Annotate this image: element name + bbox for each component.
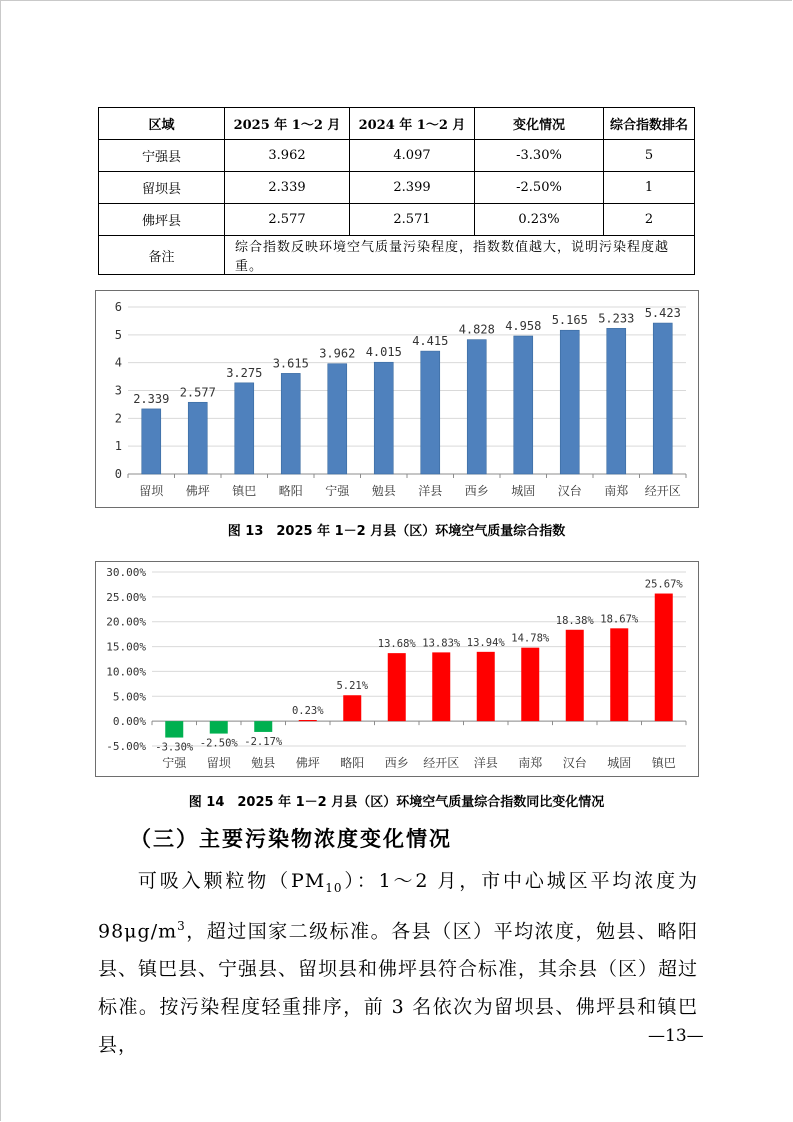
bar: [188, 402, 207, 474]
category-label: 西乡: [464, 484, 489, 498]
y-tick-label: 10.00%: [106, 665, 146, 679]
bar: [421, 351, 440, 474]
y-tick-label: 3: [114, 383, 122, 398]
data-label: 13.68%: [377, 638, 416, 651]
table-header-cell: 2025 年 1～2 月: [225, 108, 350, 140]
category-label: 佛坪: [295, 756, 320, 770]
category-label: 城固: [607, 756, 632, 770]
bar: [328, 364, 347, 474]
bar: [165, 721, 183, 737]
bar: [653, 323, 672, 474]
data-label: 2.577: [179, 385, 216, 400]
paragraph-text-1: 可吸入颗粒物（PM: [136, 870, 326, 892]
data-label: 18.67%: [600, 613, 639, 626]
data-label: 3.275: [226, 365, 263, 380]
category-label: 留坝: [139, 484, 164, 498]
composite-index-chart-svg: [96, 291, 698, 507]
table-cell: 2.339: [225, 172, 350, 204]
bar: [374, 362, 393, 474]
bar: [655, 594, 673, 722]
category-label: 城固: [511, 484, 536, 498]
yoy-change-chart: [95, 561, 699, 777]
paragraph-text-3: ，超过国家二级标准。各县（区）平均浓度，勉县、略阳县、镇巴县、宁强县、留坝县和佛坪县符合标准，其余县（区）超过标准。按污染程度轻重排序，前 3 名依次为留坝县、佛坪县和镇巴县，: [98, 920, 699, 1057]
table-row: [99, 140, 695, 172]
data-label: 4.958: [505, 319, 542, 334]
data-label: 0.23%: [291, 704, 324, 717]
table-cell: 2.571: [350, 204, 475, 236]
data-label: 13.83%: [422, 637, 461, 650]
table-header-cell: 变化情况: [475, 108, 604, 140]
table-cell: -3.30%: [475, 140, 604, 172]
category-label: 洋县: [473, 756, 498, 770]
table-cell: 留坝县: [99, 172, 225, 204]
data-label: 14.78%: [511, 632, 550, 645]
paragraph-subscript: 10: [325, 880, 343, 895]
paragraph-superscript: 3: [177, 918, 186, 933]
table-cell: 1: [604, 172, 695, 204]
table-cell: 5: [604, 140, 695, 172]
category-label: 佛坪: [185, 484, 210, 498]
data-label: 4.828: [458, 322, 495, 337]
table-cell: 2.577: [225, 204, 350, 236]
bar: [281, 373, 300, 474]
bar: [514, 336, 533, 474]
y-tick-label: 30.00%: [106, 566, 146, 579]
data-label: 4.015: [365, 345, 402, 360]
bar: [560, 330, 579, 474]
bar: [388, 653, 406, 721]
y-tick-label: 6: [114, 300, 122, 314]
table-cell: 宁强县: [99, 140, 225, 172]
data-label: 5.165: [551, 313, 588, 328]
bar: [477, 652, 495, 721]
table-note-text: 综合指数反映环境空气质量污染程度，指数数值越大，说明污染程度越重。: [225, 236, 695, 275]
data-label: 3.615: [272, 356, 309, 371]
data-label: 5.233: [598, 311, 635, 326]
table-cell: 佛坪县: [99, 204, 225, 236]
table-header-cell: 综合指数排名: [604, 108, 695, 140]
category-label: 勉县: [251, 756, 276, 770]
category-label: 勉县: [371, 484, 396, 498]
bar: [432, 652, 450, 721]
y-tick-label: 15.00%: [106, 640, 146, 654]
category-label: 略阳: [278, 484, 303, 498]
table-header-cell: 2024 年 1～2 月: [350, 108, 475, 140]
composite-index-chart: [95, 290, 699, 508]
data-label: -2.50%: [199, 737, 238, 750]
category-label: 南郑: [518, 756, 543, 770]
comparison-table: [98, 107, 695, 275]
y-tick-label: 1: [114, 439, 122, 454]
data-label: 18.38%: [555, 614, 594, 627]
y-tick-label: 0: [114, 467, 122, 481]
page-number: —13—: [648, 1026, 704, 1046]
bar: [254, 721, 272, 732]
table-note-label: 备注: [99, 236, 225, 275]
category-label: 汉台: [562, 756, 587, 770]
bar: [610, 628, 628, 721]
table-cell: -2.50%: [475, 172, 604, 204]
bar: [566, 630, 584, 721]
category-label: 经开区: [644, 484, 681, 498]
data-label: 13.94%: [466, 636, 505, 649]
table-cell: 2: [604, 204, 695, 236]
table-note-row: [99, 236, 695, 275]
category-label: 镇巴: [232, 484, 257, 498]
y-tick-label: 5.00%: [112, 690, 146, 704]
section-heading: （三）主要污染物浓度变化情况: [130, 827, 452, 851]
category-label: 南郑: [604, 484, 629, 498]
bar: [235, 383, 254, 474]
bar: [467, 340, 486, 474]
category-label: 西乡: [384, 756, 409, 770]
figure-14-caption: 图 14 2025 年 1－2 月县（区）环境空气质量综合指数同比变化情况: [188, 795, 605, 810]
bar: [210, 721, 228, 733]
y-tick-label: 2: [114, 411, 122, 426]
category-label: 略阳: [340, 756, 365, 770]
data-label: 3.962: [319, 346, 356, 361]
data-label: 2.339: [133, 391, 170, 406]
category-label: 汉台: [557, 484, 582, 498]
data-label: -2.17%: [244, 735, 283, 748]
bar: [142, 409, 161, 474]
y-tick-label: 25.00%: [106, 590, 146, 604]
y-tick-label: 0.00%: [112, 715, 146, 729]
category-label: 洋县: [418, 484, 443, 498]
table-header-cell: 区域: [99, 108, 225, 140]
table-row: [99, 204, 695, 236]
y-tick-label: 4: [114, 355, 122, 370]
data-label: 25.67%: [644, 578, 683, 591]
data-label: 5.423: [644, 306, 681, 321]
bar: [607, 328, 626, 474]
category-label: 宁强: [325, 484, 350, 498]
y-tick-label: 5: [114, 327, 122, 342]
data-label: 4.415: [412, 334, 449, 349]
table-cell: 4.097: [350, 140, 475, 172]
category-label: 留坝: [206, 756, 231, 770]
category-label: 宁强: [162, 756, 187, 770]
data-label: 5.21%: [336, 680, 369, 693]
figure-13-caption: 图 13 2025 年 1－2 月县（区）环境空气质量综合指数: [227, 524, 566, 539]
table-header-row: [99, 108, 695, 140]
table-cell: 3.962: [225, 140, 350, 172]
table-row: [99, 172, 695, 204]
category-label: 经开区: [423, 756, 460, 770]
y-tick-label: 20.00%: [106, 615, 146, 629]
table-cell: 2.399: [350, 172, 475, 204]
body-paragraph: [98, 862, 698, 1064]
bar: [343, 695, 361, 721]
data-label: -3.30%: [155, 741, 194, 754]
bar: [299, 720, 317, 721]
yoy-change-chart-svg: [96, 562, 698, 776]
category-label: 镇巴: [651, 756, 676, 770]
paragraph-text-2: ）：1～2 月，市中心城区平均浓度为 98μg/m: [98, 870, 698, 943]
y-tick-label: -5.00%: [106, 740, 146, 753]
table-cell: 0.23%: [475, 204, 604, 236]
bar: [521, 648, 539, 721]
